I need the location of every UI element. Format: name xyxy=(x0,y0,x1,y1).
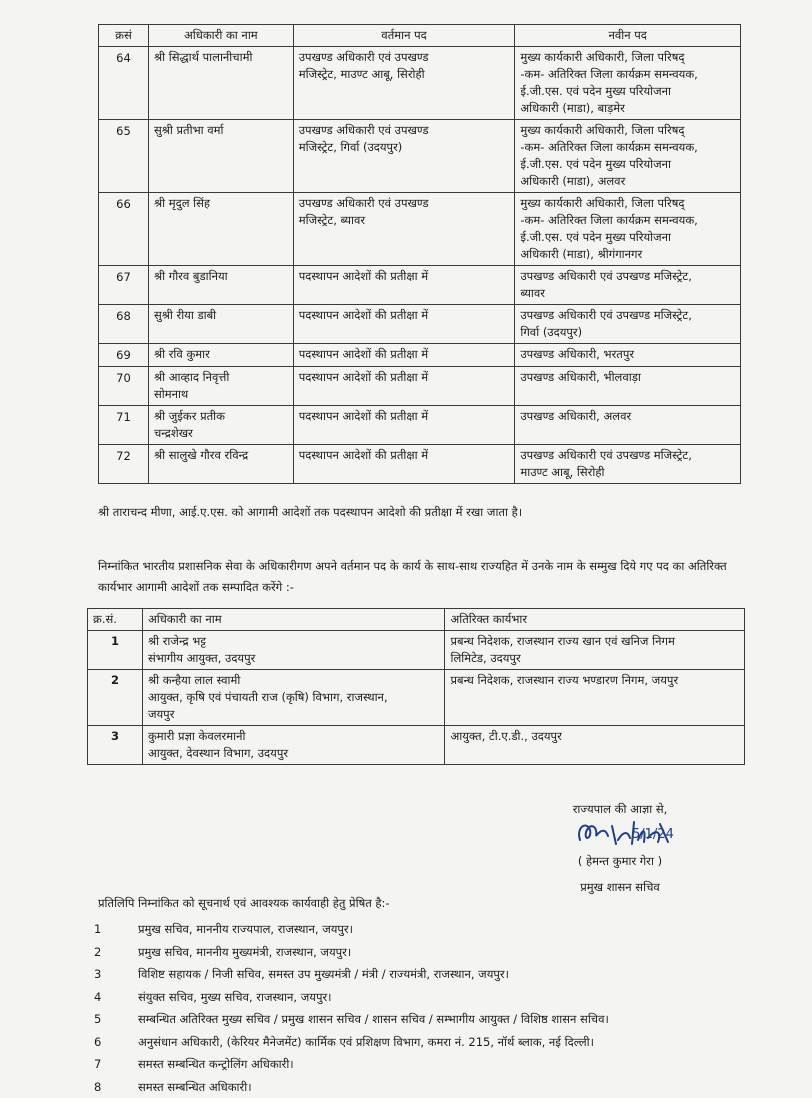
serial-number: 2 xyxy=(88,670,143,726)
officer-name-line: श्री जुईकर प्रतीक xyxy=(154,408,288,425)
new-post-line: उपखण्ड अधिकारी, अलवर xyxy=(520,408,735,425)
current-post xyxy=(293,406,515,445)
current-post-line: पदस्थापन आदेशों की प्रतीक्षा में xyxy=(299,408,510,425)
new-post-line: उपखण्ड अधिकारी एवं उपखण्ड मजिस्ट्रेट, xyxy=(520,307,735,324)
new-post-line: माउण्ट आबू, सिरोही xyxy=(520,464,735,481)
serial-number: 67 xyxy=(99,266,149,305)
officer-name xyxy=(148,47,293,120)
table-row xyxy=(99,193,741,266)
copy-to-heading: प्रतिलिपि निम्नांकित को सूचनार्थ एवं आवश्यक कार्यवाही हेतु प्रेषित है:- xyxy=(98,896,390,911)
current-post xyxy=(293,344,515,367)
signature-date: 5/1/24 xyxy=(632,827,674,842)
serial-number: 68 xyxy=(99,305,149,344)
current-post-line: पदस्थापन आदेशों की प्रतीक्षा में xyxy=(299,447,510,464)
waiting-note: श्री ताराचन्द मीणा, आई.ए.एस. को आगामी आदेशों तक पदस्थापन आदेशो की प्रतीक्षा में रखा जाता है। xyxy=(98,505,738,520)
officer-name xyxy=(148,344,293,367)
header-serial: क्रसं xyxy=(99,25,149,47)
additional-charge-table xyxy=(87,608,745,765)
table-row xyxy=(99,445,741,484)
copy-to-list xyxy=(94,918,794,1098)
officer-name-line: आयुक्त, देवस्थान विभाग, उदयपुर xyxy=(148,745,440,762)
officer-name-line: श्री राजेन्द्र भट्ट xyxy=(148,633,440,650)
list-item xyxy=(94,986,794,1009)
new-post-line: -कम- अतिरिक्त जिला कार्यक्रम समन्वयक, xyxy=(520,212,735,229)
new-post-line: -कम- अतिरिक्त जिला कार्यक्रम समन्वयक, xyxy=(520,139,735,156)
header-additional-charge: अतिरिक्त कार्यभार xyxy=(445,609,745,631)
officer-name-line: आयुक्त, कृषि एवं पंचायती राज (कृषि) विभाग, राजस्थान, xyxy=(148,689,440,706)
list-item-text: समस्त सम्बन्धित कन्ट्रोलिंग अधिकारी। xyxy=(138,1053,294,1076)
table-row xyxy=(88,670,745,726)
current-post xyxy=(293,367,515,406)
officer-name xyxy=(142,670,445,726)
list-item xyxy=(94,963,794,986)
list-item-number: 7 xyxy=(94,1053,138,1076)
current-post-line: उपखण्ड अधिकारी एवं उपखण्ड xyxy=(299,49,510,66)
serial-number: 64 xyxy=(99,47,149,120)
table-row xyxy=(99,305,741,344)
table-row xyxy=(99,47,741,120)
current-post-line: मजिस्ट्रेट, माउण्ट आबू, सिरोही xyxy=(299,66,510,83)
additional-charge-line: लिमिटेड, उदयपुर xyxy=(450,650,739,667)
officer-name-line: श्री गौरव बुडानिया xyxy=(154,268,288,285)
new-post-line: -कम- अतिरिक्त जिला कार्यक्रम समन्वयक, xyxy=(520,66,735,83)
serial-number: 71 xyxy=(99,406,149,445)
current-post xyxy=(293,47,515,120)
current-post xyxy=(293,445,515,484)
new-post xyxy=(515,344,741,367)
new-post-line: उपखण्ड अधिकारी, भरतपुर xyxy=(520,346,735,363)
list-item xyxy=(94,918,794,941)
officer-name-line: श्री रवि कुमार xyxy=(154,346,288,363)
table-row xyxy=(99,266,741,305)
additional-charge-line: आयुक्त, टी.ए.डी., उदयपुर xyxy=(450,728,739,745)
list-item-number: 2 xyxy=(94,941,138,964)
additional-charge xyxy=(445,670,745,726)
header-current-post: वर्तमान पद xyxy=(293,25,515,47)
header-officer-name: अधिकारी का नाम xyxy=(142,609,445,631)
new-post-line: ई.जी.एस. एवं पदेन मुख्य परियोजना xyxy=(520,229,735,246)
officer-name-line: श्री आव्हाद निवृत्ती xyxy=(154,369,288,386)
officer-name xyxy=(148,193,293,266)
list-item xyxy=(94,1008,794,1031)
officer-name-line: कुमारी प्रज्ञा केवलरमानी xyxy=(148,728,440,745)
officer-name xyxy=(148,266,293,305)
list-item-text: विशिष्ट सहायक / निजी सचिव, समस्त उप मुख्यमंत्री / मंत्री / राज्यमंत्री, राजस्थान, जयपुर। xyxy=(138,963,509,986)
list-item-number: 1 xyxy=(94,918,138,941)
list-item xyxy=(94,1031,794,1054)
additional-charge xyxy=(445,726,745,765)
list-item-number: 4 xyxy=(94,986,138,1009)
officer-name-line: श्री कन्हैया लाल स्वामी xyxy=(148,672,440,689)
current-post-line: पदस्थापन आदेशों की प्रतीक्षा में xyxy=(299,369,510,386)
additional-charge-line: प्रबन्ध निदेशक, राजस्थान राज्य भण्डारण निगम, जयपुर xyxy=(450,672,739,689)
current-post-line: पदस्थापन आदेशों की प्रतीक्षा में xyxy=(299,268,510,285)
list-item-text: संयुक्त सचिव, मुख्य सचिव, राजस्थान, जयपुर। xyxy=(138,986,332,1009)
current-post-line: पदस्थापन आदेशों की प्रतीक्षा में xyxy=(299,307,510,324)
header-new-post: नवीन पद xyxy=(515,25,741,47)
list-item-number: 5 xyxy=(94,1008,138,1031)
list-item-number: 8 xyxy=(94,1076,138,1098)
officer-name-line: श्री सालुखे गौरव रविन्द्र xyxy=(154,447,288,464)
serial-number: 3 xyxy=(88,726,143,765)
current-post xyxy=(293,266,515,305)
officer-name xyxy=(148,406,293,445)
current-post-line: पदस्थापन आदेशों की प्रतीक्षा में xyxy=(299,346,510,363)
officer-name-line: सोमनाथ xyxy=(154,386,288,403)
header-officer-name: अधिकारी का नाम xyxy=(148,25,293,47)
list-item-text: प्रमुख सचिव, माननीय मुख्यमंत्री, राजस्थान, जयपुर। xyxy=(138,941,351,964)
new-post-line: मुख्य कार्यकारी अधिकारी, जिला परिषद् xyxy=(520,122,735,139)
officer-name xyxy=(148,367,293,406)
current-post-line: उपखण्ड अधिकारी एवं उपखण्ड xyxy=(299,122,510,139)
list-item-number: 3 xyxy=(94,963,138,986)
list-item-text: समस्त सम्बन्धित अधिकारी। xyxy=(138,1076,252,1098)
new-post xyxy=(515,120,741,193)
list-item xyxy=(94,941,794,964)
new-post xyxy=(515,406,741,445)
current-post xyxy=(293,305,515,344)
governor-order-line: राज्यपाल की आज्ञा से, xyxy=(520,796,720,822)
list-item-number: 6 xyxy=(94,1031,138,1054)
transfer-table xyxy=(98,24,741,484)
table-row xyxy=(99,367,741,406)
list-item xyxy=(94,1076,794,1098)
new-post-line: ई.जी.एस. एवं पदेन मुख्य परियोजना xyxy=(520,156,735,173)
handwritten-signature xyxy=(572,812,682,852)
additional-charge xyxy=(445,631,745,670)
new-post xyxy=(515,266,741,305)
serial-number: 69 xyxy=(99,344,149,367)
new-post-line: अधिकारी (माडा), अलवर xyxy=(520,173,735,190)
new-post xyxy=(515,367,741,406)
officer-name xyxy=(148,445,293,484)
new-post xyxy=(515,445,741,484)
list-item-text: अनुसंधान अधिकारी, (केरियर मैनेजमेंट) कार्मिक एवं प्रशिक्षण विभाग, कमरा नं. 215, नॉर्थ ब्लाक, नई दिल्ली। xyxy=(138,1031,594,1054)
new-post-line: मुख्य कार्यकारी अधिकारी, जिला परिषद् xyxy=(520,49,735,66)
table-header-row xyxy=(88,609,745,631)
new-post-line: मुख्य कार्यकारी अधिकारी, जिला परिषद् xyxy=(520,195,735,212)
new-post xyxy=(515,305,741,344)
list-item-text: प्रमुख सचिव, माननीय राज्यपाल, राजस्थान, जयपुर। xyxy=(138,918,353,941)
officer-name-line: श्री मृदुल सिंह xyxy=(154,195,288,212)
officer-name-line: चन्द्रशेखर xyxy=(154,425,288,442)
serial-number: 65 xyxy=(99,120,149,193)
new-post-line: अधिकारी (माडा), श्रीगंगानगर xyxy=(520,246,735,263)
officer-name-line: संभागीय आयुक्त, उदयपुर xyxy=(148,650,440,667)
officer-name xyxy=(142,726,445,765)
table-row xyxy=(99,406,741,445)
serial-number: 1 xyxy=(88,631,143,670)
serial-number: 70 xyxy=(99,367,149,406)
officer-name xyxy=(142,631,445,670)
current-post-line: उपखण्ड अधिकारी एवं उपखण्ड xyxy=(299,195,510,212)
officer-name-line: सुश्री रीया डाबी xyxy=(154,307,288,324)
header-serial: क्र.सं. xyxy=(88,609,143,631)
new-post-line: अधिकारी (माडा), बाड़मेर xyxy=(520,100,735,117)
list-item xyxy=(94,1053,794,1076)
serial-number: 72 xyxy=(99,445,149,484)
table-row xyxy=(99,344,741,367)
officer-name-line: जयपुर xyxy=(148,706,440,723)
new-post-line: ब्यावर xyxy=(520,285,735,302)
serial-number: 66 xyxy=(99,193,149,266)
new-post-line: गिर्वा (उदयपुर) xyxy=(520,324,735,341)
current-post-line: मजिस्ट्रेट, ब्यावर xyxy=(299,212,510,229)
officer-name xyxy=(148,120,293,193)
list-item-text: सम्बन्धित अतिरिक्त मुख्य सचिव / प्रमुख शासन सचिव / शासन सचिव / सम्भागीय आयुक्त / विशिष्ठ शासन सचिव। xyxy=(138,1008,609,1031)
additional-charge-paragraph: निम्नांकित भारतीय प्रशासनिक सेवा के अधिकारीगण अपने वर्तमान पद के कार्य के साथ-साथ राज्यहित में उनके नाम के सम्मुख दिये गए पद का अतिरिक्त कार्यभार आगामी आदेशों तक सम्पादित करेंगे :- xyxy=(98,556,748,598)
officer-name xyxy=(148,305,293,344)
signatory-name: ( हेमन्त कुमार गेरा ) xyxy=(520,848,720,874)
table-header-row xyxy=(99,25,741,47)
new-post-line: उपखण्ड अधिकारी एवं उपखण्ड मजिस्ट्रेट, xyxy=(520,268,735,285)
current-post-line: मजिस्ट्रेट, गिर्वा (उदयपुर) xyxy=(299,139,510,156)
new-post xyxy=(515,193,741,266)
table-row xyxy=(88,631,745,670)
signatory-designation: प्रमुख शासन सचिव xyxy=(520,874,720,900)
new-post-line: उपखण्ड अधिकारी, भीलवाड़ा xyxy=(520,369,735,386)
current-post xyxy=(293,193,515,266)
table-row xyxy=(88,726,745,765)
current-post xyxy=(293,120,515,193)
new-post-line: ई.जी.एस. एवं पदेन मुख्य परियोजना xyxy=(520,83,735,100)
officer-name-line: सुश्री प्रतीभा वर्मा xyxy=(154,122,288,139)
additional-charge-line: प्रबन्ध निदेशक, राजस्थान राज्य खान एवं खनिज निगम xyxy=(450,633,739,650)
new-post-line: उपखण्ड अधिकारी एवं उपखण्ड मजिस्ट्रेट, xyxy=(520,447,735,464)
new-post xyxy=(515,47,741,120)
officer-name-line: श्री सिद्धार्थ पालानीचामी xyxy=(154,49,288,66)
table-row xyxy=(99,120,741,193)
